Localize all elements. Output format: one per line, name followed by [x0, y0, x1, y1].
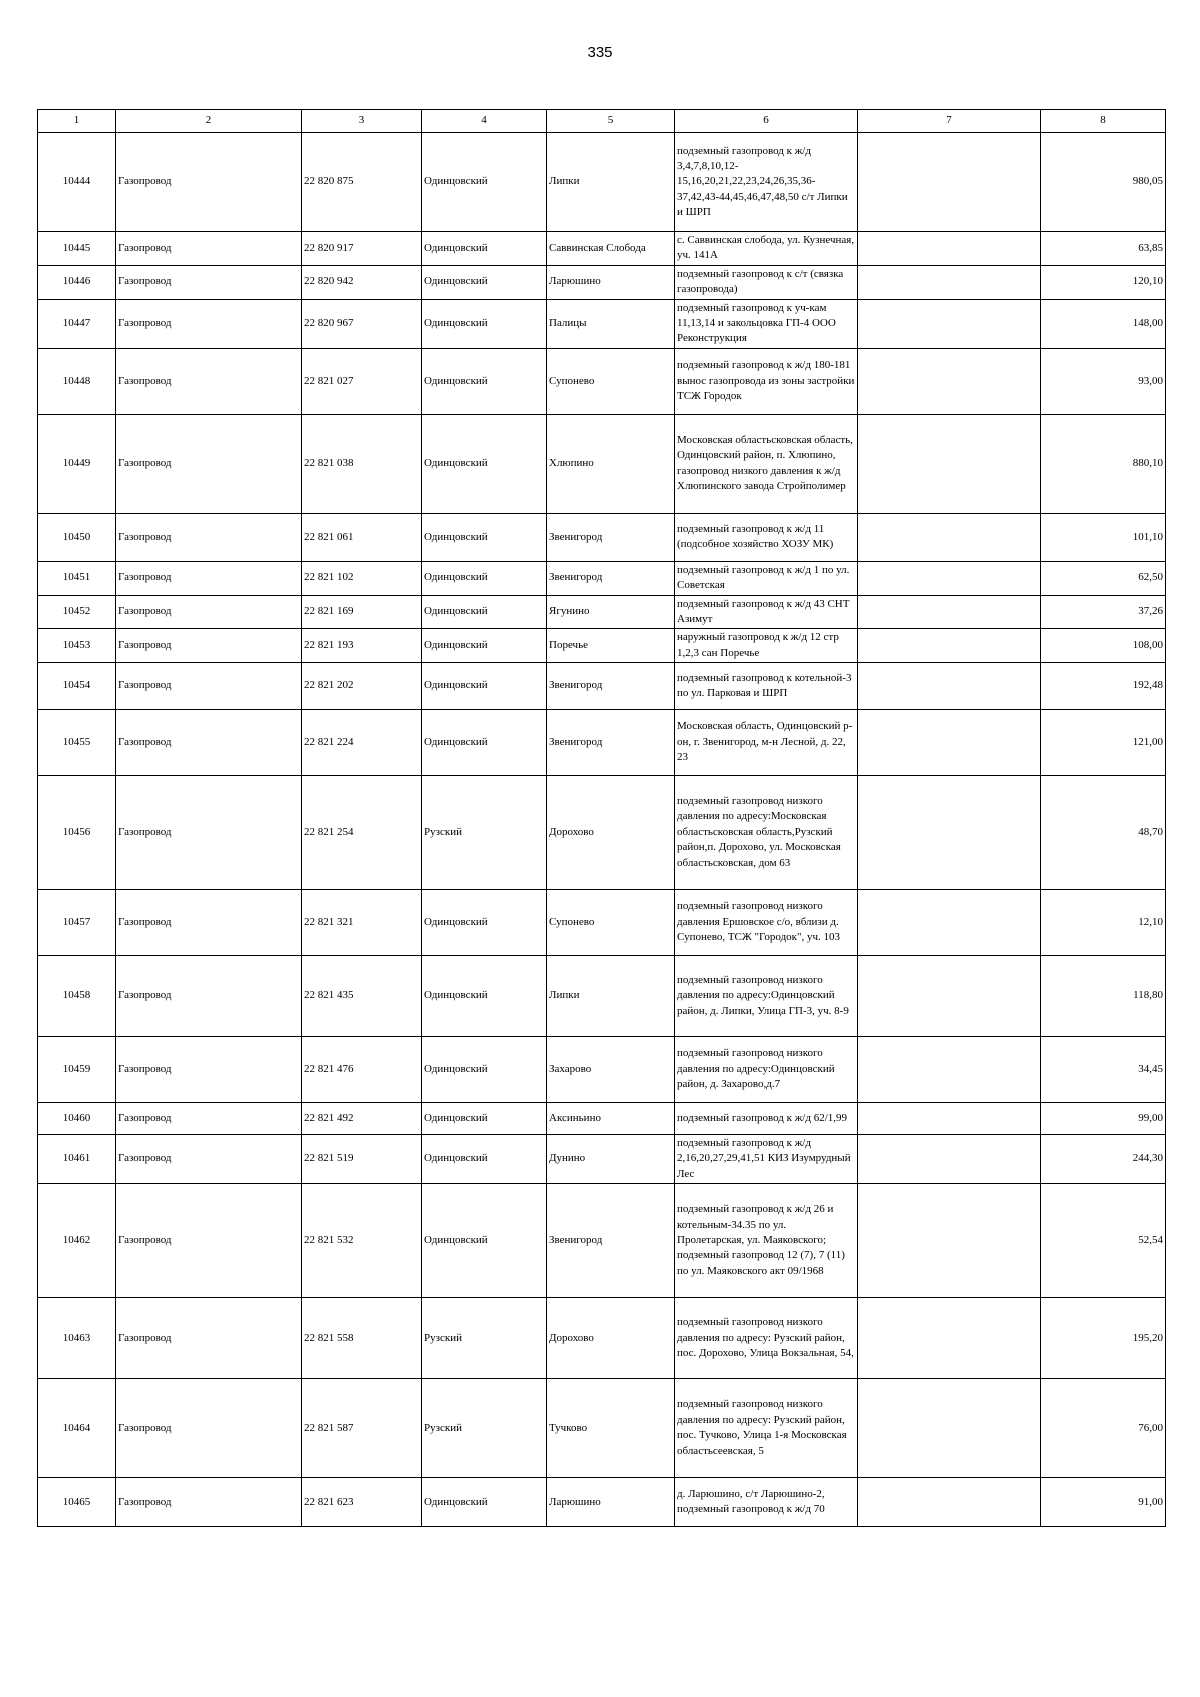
cell-description: подземный газопровод к уч-кам 11,13,14 и закольцовка ГП-4 ООО Реконструкция	[675, 299, 858, 348]
cell-district: Рузский	[422, 1298, 547, 1379]
cell-object-code: 22 821 321	[302, 890, 422, 956]
cell-description: Московская область, Одинцовский р-он, г. Звенигород, м-н Лесной, д. 22, 23	[675, 710, 858, 776]
cell-object-type: Газопровод	[116, 232, 302, 266]
cell-object-code: 22 821 476	[302, 1037, 422, 1103]
cell-locality: Тучково	[547, 1379, 675, 1478]
table-row	[38, 1135, 1166, 1184]
cell-district: Одинцовский	[422, 133, 547, 232]
cell-object-code: 22 821 169	[302, 595, 422, 629]
cell-object-code: 22 821 038	[302, 414, 422, 513]
cell-district: Одинцовский	[422, 1103, 547, 1135]
page-number: 335	[587, 44, 613, 61]
header-cell: 8	[1041, 110, 1166, 133]
cell-description: подземный газопровод к котельной-3 по ул. Парковая и ШРП	[675, 663, 858, 710]
cell-description: с. Саввинская слобода, ул. Кузнечная, уч. 141А	[675, 232, 858, 266]
cell-record-number: 10454	[38, 663, 116, 710]
cell-value: 63,85	[1041, 232, 1166, 266]
cell-object-code: 22 821 061	[302, 513, 422, 561]
cell-record-number: 10448	[38, 348, 116, 414]
cell-value: 91,00	[1041, 1478, 1166, 1527]
cell-note	[858, 348, 1041, 414]
cell-object-type: Газопровод	[116, 1135, 302, 1184]
cell-object-type: Газопровод	[116, 890, 302, 956]
cell-value: 192,48	[1041, 663, 1166, 710]
cell-district: Одинцовский	[422, 595, 547, 629]
cell-description: подземный газопровод низкого давления Ершовское с/о, вблизи д. Супонево, ТСЖ "Городок", уч. 103	[675, 890, 858, 956]
table-row	[38, 663, 1166, 710]
cell-locality: Хлюпино	[547, 414, 675, 513]
cell-description: подземный газопровод к ж/д 2,16,20,27,29,41,51 КИЗ Изумрудный Лес	[675, 1135, 858, 1184]
table-row	[38, 1298, 1166, 1379]
cell-description: подземный газопровод к ж/д 1 по ул. Советская	[675, 561, 858, 595]
cell-object-type: Газопровод	[116, 133, 302, 232]
table-row	[38, 299, 1166, 348]
cell-description: подземный газопровод к ж/д 43 СНТ Азимут	[675, 595, 858, 629]
cell-record-number: 10462	[38, 1184, 116, 1298]
cell-object-type: Газопровод	[116, 1298, 302, 1379]
cell-district: Одинцовский	[422, 265, 547, 299]
header-row	[38, 110, 1166, 133]
cell-locality: Липки	[547, 133, 675, 232]
header-cell: 6	[675, 110, 858, 133]
cell-locality: Аксиньино	[547, 1103, 675, 1135]
cell-record-number: 10447	[38, 299, 116, 348]
table-row	[38, 1037, 1166, 1103]
cell-locality: Ларюшино	[547, 1478, 675, 1527]
header-cell: 5	[547, 110, 675, 133]
cell-locality: Дунино	[547, 1135, 675, 1184]
cell-district: Одинцовский	[422, 561, 547, 595]
cell-description: подземный газопровод к ж/д 11 (подсобное хозяйство ХОЗУ МК)	[675, 513, 858, 561]
cell-district: Одинцовский	[422, 414, 547, 513]
cell-locality: Звенигород	[547, 561, 675, 595]
cell-note	[858, 1103, 1041, 1135]
table-row	[38, 265, 1166, 299]
cell-record-number: 10446	[38, 265, 116, 299]
table-row	[38, 1379, 1166, 1478]
cell-district: Одинцовский	[422, 890, 547, 956]
cell-value: 93,00	[1041, 348, 1166, 414]
cell-object-type: Газопровод	[116, 1037, 302, 1103]
cell-object-type: Газопровод	[116, 1379, 302, 1478]
cell-locality: Звенигород	[547, 710, 675, 776]
cell-object-code: 22 821 587	[302, 1379, 422, 1478]
cell-object-type: Газопровод	[116, 1478, 302, 1527]
cell-district: Одинцовский	[422, 513, 547, 561]
cell-locality: Звенигород	[547, 513, 675, 561]
cell-object-code: 22 821 532	[302, 1184, 422, 1298]
cell-locality: Супонево	[547, 348, 675, 414]
cell-note	[858, 663, 1041, 710]
cell-object-type: Газопровод	[116, 1184, 302, 1298]
cell-locality: Ларюшино	[547, 265, 675, 299]
cell-record-number: 10445	[38, 232, 116, 266]
cell-description: подземный газопровод к ж/д 26 и котельным-34.35 по ул. Пролетарская, ул. Маяковского; подземный газопровод 12 (7), 7 (11) по ул. Маяковского акт 09/1968	[675, 1184, 858, 1298]
table-row	[38, 595, 1166, 629]
cell-object-type: Газопровод	[116, 776, 302, 890]
cell-object-type: Газопровод	[116, 561, 302, 595]
cell-note	[858, 1379, 1041, 1478]
cell-locality: Звенигород	[547, 663, 675, 710]
cell-value: 880,10	[1041, 414, 1166, 513]
cell-district: Рузский	[422, 776, 547, 890]
table-row	[38, 629, 1166, 663]
cell-description: подземный газопровод низкого давления по адресу: Рузский район, пос. Тучково, Улица 1-я Московская областьсеевская, 5	[675, 1379, 858, 1478]
cell-note	[858, 956, 1041, 1037]
cell-value: 244,30	[1041, 1135, 1166, 1184]
cell-district: Одинцовский	[422, 956, 547, 1037]
cell-object-code: 22 821 254	[302, 776, 422, 890]
cell-district: Одинцовский	[422, 1135, 547, 1184]
cell-value: 12,10	[1041, 890, 1166, 956]
cell-note	[858, 1135, 1041, 1184]
cell-district: Одинцовский	[422, 1478, 547, 1527]
cell-record-number: 10444	[38, 133, 116, 232]
cell-district: Рузский	[422, 1379, 547, 1478]
cell-description: подземный газопровод низкого давления по адресу:Московская областьсковская область,Рузский район,п. Дорохово, ул. Московская областьсковская, дом 63	[675, 776, 858, 890]
cell-record-number: 10458	[38, 956, 116, 1037]
cell-object-code: 22 821 492	[302, 1103, 422, 1135]
cell-record-number: 10449	[38, 414, 116, 513]
cell-note	[858, 513, 1041, 561]
table-row	[38, 348, 1166, 414]
cell-object-type: Газопровод	[116, 710, 302, 776]
table-row	[38, 232, 1166, 266]
cell-note	[858, 232, 1041, 266]
cell-value: 48,70	[1041, 776, 1166, 890]
cell-object-type: Газопровод	[116, 414, 302, 513]
cell-description: подземный газопровод низкого давления по адресу: Рузский район, пос. Дорохово, Улица Вокзальная, 54,	[675, 1298, 858, 1379]
cell-locality: Дорохово	[547, 1298, 675, 1379]
cell-district: Одинцовский	[422, 629, 547, 663]
cell-note	[858, 710, 1041, 776]
cell-object-type: Газопровод	[116, 956, 302, 1037]
cell-locality: Ягунино	[547, 595, 675, 629]
cell-object-type: Газопровод	[116, 265, 302, 299]
cell-locality: Палицы	[547, 299, 675, 348]
table-row	[38, 1184, 1166, 1298]
cell-description: подземный газопровод к ж/д 3,4,7,8,10,12-15,16,20,21,22,23,24,26,35,36-37,42,43-44,45,46,47,48,50 с/т Липки и ШРП	[675, 133, 858, 232]
cell-value: 980,05	[1041, 133, 1166, 232]
cell-district: Одинцовский	[422, 1037, 547, 1103]
table-row	[38, 890, 1166, 956]
cell-record-number: 10464	[38, 1379, 116, 1478]
cell-note	[858, 133, 1041, 232]
cell-district: Одинцовский	[422, 663, 547, 710]
cell-object-type: Газопровод	[116, 299, 302, 348]
cell-note	[858, 595, 1041, 629]
table-row	[38, 1478, 1166, 1527]
cell-value: 37,26	[1041, 595, 1166, 629]
cell-value: 62,50	[1041, 561, 1166, 595]
cell-object-code: 22 821 435	[302, 956, 422, 1037]
table-row	[38, 1103, 1166, 1135]
cell-value: 101,10	[1041, 513, 1166, 561]
cell-object-code: 22 821 193	[302, 629, 422, 663]
cell-object-code: 22 821 027	[302, 348, 422, 414]
cell-object-code: 22 821 519	[302, 1135, 422, 1184]
table-row	[38, 561, 1166, 595]
cell-object-type: Газопровод	[116, 663, 302, 710]
cell-note	[858, 265, 1041, 299]
cell-object-type: Газопровод	[116, 513, 302, 561]
header-cell: 4	[422, 110, 547, 133]
table-row	[38, 776, 1166, 890]
cell-object-code: 22 820 967	[302, 299, 422, 348]
cell-description: подземный газопровод низкого давления по адресу:Одинцовский район, д. Захарово,д.7	[675, 1037, 858, 1103]
cell-note	[858, 1298, 1041, 1379]
cell-note	[858, 414, 1041, 513]
cell-value: 121,00	[1041, 710, 1166, 776]
cell-object-type: Газопровод	[116, 595, 302, 629]
cell-object-code: 22 821 623	[302, 1478, 422, 1527]
cell-locality: Супонево	[547, 890, 675, 956]
cell-description: наружный газопровод к ж/д 12 стр 1,2,3 сан Поречье	[675, 629, 858, 663]
cell-note	[858, 561, 1041, 595]
table-row	[38, 513, 1166, 561]
cell-value: 148,00	[1041, 299, 1166, 348]
cell-object-type: Газопровод	[116, 629, 302, 663]
header-cell: 7	[858, 110, 1041, 133]
cell-record-number: 10456	[38, 776, 116, 890]
cell-object-code: 22 820 942	[302, 265, 422, 299]
cell-district: Одинцовский	[422, 710, 547, 776]
cell-value: 120,10	[1041, 265, 1166, 299]
cell-object-type: Газопровод	[116, 1103, 302, 1135]
cell-district: Одинцовский	[422, 299, 547, 348]
cell-record-number: 10460	[38, 1103, 116, 1135]
cell-value: 195,20	[1041, 1298, 1166, 1379]
table-row	[38, 133, 1166, 232]
cell-locality: Липки	[547, 956, 675, 1037]
cell-description: д. Ларюшино, с/т Ларюшино-2, подземный газопровод к ж/д 70	[675, 1478, 858, 1527]
cell-description: подземный газопровод низкого давления по адресу:Одинцовский район, д. Липки, Улица ГП-3, уч. 8-9	[675, 956, 858, 1037]
cell-description: подземный газопровод к с/т (связка газопровода)	[675, 265, 858, 299]
cell-note	[858, 776, 1041, 890]
table-row	[38, 956, 1166, 1037]
cell-object-code: 22 821 558	[302, 1298, 422, 1379]
table-row	[38, 710, 1166, 776]
header-cell: 1	[38, 110, 116, 133]
cell-value: 76,00	[1041, 1379, 1166, 1478]
cell-note	[858, 299, 1041, 348]
cell-record-number: 10465	[38, 1478, 116, 1527]
cell-note	[858, 629, 1041, 663]
header-cell: 3	[302, 110, 422, 133]
cell-record-number: 10450	[38, 513, 116, 561]
cell-description: подземный газопровод к ж/д 180-181 вынос газопровода из зоны застройки ТСЖ Городок	[675, 348, 858, 414]
cell-value: 99,00	[1041, 1103, 1166, 1135]
cell-value: 52,54	[1041, 1184, 1166, 1298]
cell-description: подземный газопровод к ж/д 62/1,99	[675, 1103, 858, 1135]
cell-district: Одинцовский	[422, 232, 547, 266]
cell-record-number: 10455	[38, 710, 116, 776]
cell-district: Одинцовский	[422, 348, 547, 414]
cell-object-type: Газопровод	[116, 348, 302, 414]
cell-locality: Захарово	[547, 1037, 675, 1103]
cell-record-number: 10457	[38, 890, 116, 956]
cell-record-number: 10463	[38, 1298, 116, 1379]
cell-district: Одинцовский	[422, 1184, 547, 1298]
cell-object-code: 22 821 202	[302, 663, 422, 710]
cell-locality: Саввинская Слобода	[547, 232, 675, 266]
cell-value: 34,45	[1041, 1037, 1166, 1103]
cell-locality: Звенигород	[547, 1184, 675, 1298]
cell-locality: Дорохово	[547, 776, 675, 890]
cell-record-number: 10451	[38, 561, 116, 595]
cell-note	[858, 890, 1041, 956]
cell-record-number: 10453	[38, 629, 116, 663]
header-cell: 2	[116, 110, 302, 133]
cell-record-number: 10461	[38, 1135, 116, 1184]
cell-description: Московская областьсковская область, Одинцовский район, п. Хлюпино, газопровод низкого давления к ж/д Хлюпинского завода Стройполимер	[675, 414, 858, 513]
cell-value: 108,00	[1041, 629, 1166, 663]
cell-object-code: 22 821 102	[302, 561, 422, 595]
cell-note	[858, 1037, 1041, 1103]
registry-table	[37, 109, 1166, 1527]
cell-object-code: 22 821 224	[302, 710, 422, 776]
cell-object-code: 22 820 917	[302, 232, 422, 266]
cell-locality: Поречье	[547, 629, 675, 663]
table-row	[38, 414, 1166, 513]
cell-object-code: 22 820 875	[302, 133, 422, 232]
cell-value: 118,80	[1041, 956, 1166, 1037]
cell-record-number: 10452	[38, 595, 116, 629]
cell-note	[858, 1478, 1041, 1527]
cell-record-number: 10459	[38, 1037, 116, 1103]
cell-note	[858, 1184, 1041, 1298]
